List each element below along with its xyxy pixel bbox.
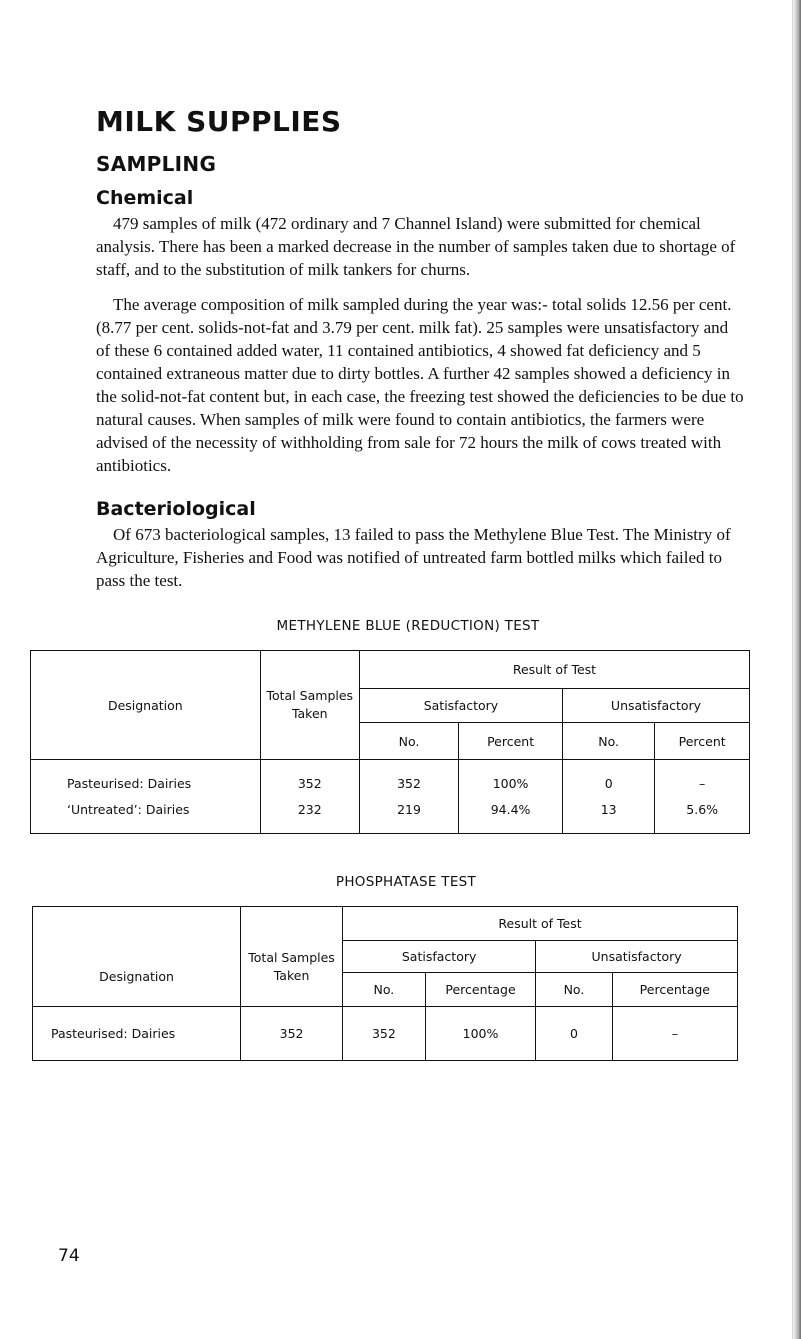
- header-satisfactory-percent: Percent: [459, 723, 563, 760]
- page-title: MILK SUPPLIES: [96, 105, 342, 138]
- header-designation: Designation: [33, 907, 241, 1007]
- header-satisfactory-no: No.: [359, 723, 458, 760]
- satisfactory-no-cell: [359, 760, 458, 834]
- methylene-blue-table: [30, 650, 750, 834]
- header-satisfactory: Satisfactory: [359, 689, 562, 723]
- designation-pasteurised: Pasteurised: Dairies: [33, 1007, 241, 1061]
- table-row: [33, 1007, 738, 1061]
- header-satisfactory-percentage: Percentage: [425, 973, 535, 1007]
- unsat-pct-untreated: 5.6%: [686, 802, 719, 817]
- total-cell: [260, 760, 359, 834]
- sat-pct-pasteurised: 100%: [492, 776, 529, 791]
- header-satisfactory: Satisfactory: [343, 941, 536, 973]
- sat-no-pasteurised: 352: [343, 1007, 426, 1061]
- total-pasteurised: 352: [297, 776, 322, 791]
- methylene-table-title: METHYLENE BLUE (REDUCTION) TEST: [276, 618, 540, 634]
- header-unsatisfactory-no: No.: [563, 723, 655, 760]
- designation-pasteurised: Pasteurised: Dairies: [67, 776, 192, 791]
- header-unsatisfactory-no: No.: [536, 973, 612, 1007]
- sat-pct-untreated: 94.4%: [490, 802, 531, 817]
- chemical-heading: Chemical: [96, 187, 194, 209]
- header-unsatisfactory-percent: Percent: [655, 723, 750, 760]
- bacteriological-paragraph: Of 673 bacteriological samples, 13 failed to pass the Methylene Blue Test. The Ministry of Agriculture, Fisheries and Food was notified of untreated farm bottled milks which failed to pass the test.: [96, 525, 731, 590]
- phosphatase-table-title: PHOSPHATASE TEST: [335, 874, 477, 890]
- header-satisfactory-no: No.: [343, 973, 426, 1007]
- chemical-paragraph-2: The average composition of milk sampled during the year was:- total solids 12.56 per cent. (8.77 per cent. solids-not-fat and 3.79 per cent. milk fat). 25 samples were unsatisfactory and of these 6 contained added water, 11 contained antibiotics, 4 showed fat deficiency and 5 contained extraneous matter due to dirty bottles. A further 42 samples showed a deficiency in the solid-not-fat content but, in each case, the freezing test showed the deficiencies to be due to natural causes. When samples of milk were found to contain antibiotics, the farmers were advised of the necessity of withholding from sale for 72 hours the milk of cows treated with antibiotics.: [96, 295, 744, 475]
- phosphatase-table: [32, 906, 738, 1061]
- header-total-samples: Total Samples Taken: [260, 651, 359, 760]
- unsatisfactory-percent-cell: [655, 760, 750, 834]
- header-unsatisfactory: Unsatisfactory: [563, 689, 750, 723]
- page-number: 74: [58, 1246, 80, 1266]
- total-untreated: 232: [297, 802, 322, 817]
- unsatisfactory-no-cell: [563, 760, 655, 834]
- bacteriological-heading: Bacteriological: [96, 498, 256, 520]
- designation-cell: [31, 760, 261, 834]
- section-heading: SAMPLING: [96, 152, 217, 176]
- header-result-of-test: Result of Test: [359, 651, 749, 689]
- header-total-samples: Total Samples Taken: [241, 907, 343, 1007]
- page-edge-shadow: [793, 0, 801, 1339]
- chemical-paragraph-1: 479 samples of milk (472 ordinary and 7 Channel Island) were submitted for chemical analysis. There has been a marked decrease in the number of samples taken due to shortage of staff, and to the substitution of milk tankers for churns.: [96, 214, 736, 279]
- unsat-pct-pasteurised: –: [612, 1007, 737, 1061]
- header-unsatisfactory-percentage: Percentage: [612, 973, 737, 1007]
- header-designation: Designation: [31, 651, 261, 760]
- sat-pct-pasteurised: 100%: [425, 1007, 535, 1061]
- table-row: [31, 760, 750, 834]
- header-unsatisfactory: Unsatisfactory: [536, 941, 738, 973]
- total-pasteurised: 352: [241, 1007, 343, 1061]
- page-content: [51, 102, 746, 1061]
- unsat-no-pasteurised: 0: [536, 1007, 612, 1061]
- unsat-no-pasteurised: 0: [604, 776, 613, 791]
- satisfactory-percent-cell: [459, 760, 563, 834]
- designation-untreated: ‘Untreated’: Dairies: [67, 802, 190, 817]
- unsat-no-untreated: 13: [600, 802, 617, 817]
- unsat-pct-pasteurised: –: [699, 776, 706, 791]
- header-result-of-test: Result of Test: [343, 907, 738, 941]
- sat-no-pasteurised: 352: [397, 776, 421, 791]
- sat-no-untreated: 219: [397, 802, 421, 817]
